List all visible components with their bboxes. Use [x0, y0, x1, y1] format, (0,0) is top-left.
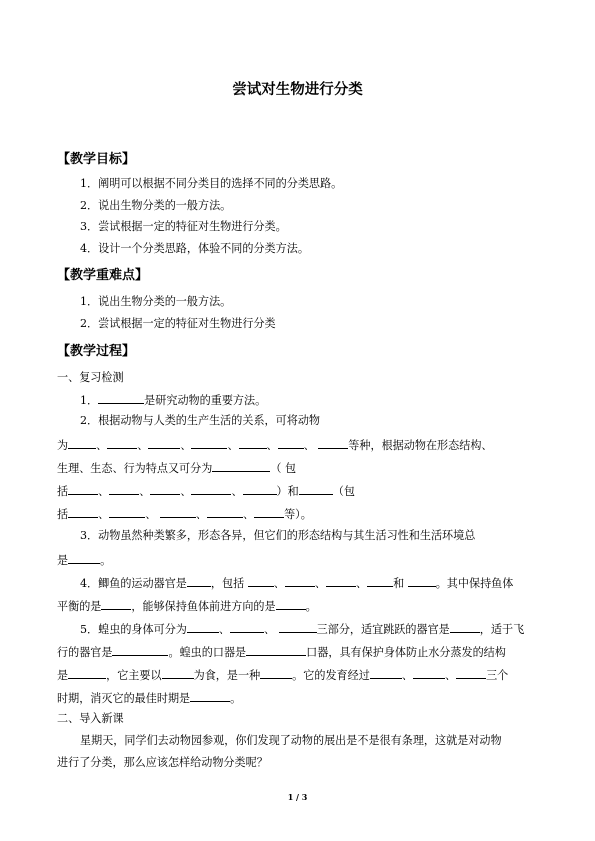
- key-point-item: 2．尝试根据一定的特征对生物进行分类: [80, 317, 276, 330]
- answer-blank: [150, 483, 180, 495]
- question-2-line-5: 括 、 、 、 、 等）。: [57, 508, 312, 521]
- answer-blank: [450, 621, 480, 633]
- answer-blank: [148, 437, 180, 449]
- answer-blank: [279, 621, 317, 633]
- answer-blank: [160, 506, 196, 518]
- answer-blank: [68, 552, 100, 564]
- question-5-line-1: 5．蝗虫的身体可分为 、 、 三部分，适宜跳跃的器官是 ，适于飞: [80, 623, 525, 636]
- question-5-line-3: 是 ，它主要以 为食，是一种 。它的发育经过 、 、 三个: [57, 669, 509, 682]
- answer-blank: [276, 598, 306, 610]
- answer-blank: [191, 483, 231, 495]
- page-number: 1 / 3: [287, 792, 308, 802]
- answer-blank: [68, 506, 98, 518]
- question-5-line-4: 时期，消灭它的最佳时期是 。: [57, 692, 242, 705]
- answer-blank: [162, 667, 194, 679]
- document-title: 尝试对生物进行分类: [232, 82, 363, 98]
- intro-paragraph-line-1: 星期天，同学们去动物园参观，你们发现了动物的展出是不是很有条理，这就是对动物: [80, 734, 502, 747]
- answer-blank: [191, 437, 227, 449]
- part1-title: 一、复习检测: [57, 371, 124, 384]
- answer-blank: [318, 437, 348, 449]
- question-2-line-3: 生理、生态、行为特点又可分为 （ 包: [57, 462, 297, 475]
- answer-blank: [367, 575, 393, 587]
- question-2-line-4: 括 、 、 、 、 ）和 （包: [57, 485, 355, 498]
- answer-blank: [230, 621, 264, 633]
- answer-blank: [299, 483, 333, 495]
- answer-blank: [68, 437, 96, 449]
- question-3-line-2: 是 。: [57, 554, 112, 567]
- answer-blank: [101, 598, 131, 610]
- goals-heading: 【教学目标】: [57, 152, 136, 167]
- answer-blank: [370, 667, 402, 679]
- question-2-line-1: 2．根据动物与人类的生产生活的关系，可将动物: [80, 414, 321, 427]
- answer-blank: [246, 644, 306, 656]
- answer-blank: [239, 437, 267, 449]
- answer-blank: [408, 575, 436, 587]
- answer-blank: [254, 506, 284, 518]
- intro-paragraph-line-2: 进行了分类，那么应该怎样给动物分类呢？: [57, 756, 268, 769]
- question-5-line-2: 行的器官是 。蝗虫的口器是 口器，具有保护身体防止水分蒸发的结构: [57, 646, 506, 659]
- answer-blank: [109, 506, 145, 518]
- question-1: 1． 是研究动物的重要方法。: [80, 394, 267, 407]
- answer-blank: [285, 575, 315, 587]
- blank: [98, 392, 144, 404]
- answer-blank: [68, 483, 98, 495]
- goal-item: 1．阐明可以根据不同分类目的选择不同的分类思路。: [80, 177, 343, 190]
- answer-blank: [326, 575, 356, 587]
- goal-item: 4．设计一个分类思路，体验不同的分类方法。: [80, 242, 309, 255]
- answer-blank: [187, 575, 211, 587]
- answer-blank: [212, 460, 270, 472]
- answer-blank: [248, 575, 274, 587]
- part2-title: 二、导入新课: [57, 712, 124, 725]
- key-point-item: 1．说出生物分类的一般方法。: [80, 295, 232, 308]
- answer-blank: [107, 437, 137, 449]
- answer-blank: [190, 690, 230, 702]
- goal-item: 3．尝试根据一定的特征对生物进行分类。: [80, 220, 287, 233]
- answer-blank: [278, 437, 304, 449]
- goal-item: 2．说出生物分类的一般方法。: [80, 199, 232, 212]
- answer-blank: [260, 667, 292, 679]
- answer-blank: [413, 667, 445, 679]
- key-points-heading: 【教学重难点】: [57, 268, 149, 283]
- answer-blank: [187, 621, 219, 633]
- answer-blank: [68, 667, 106, 679]
- process-heading: 【教学过程】: [57, 344, 136, 359]
- question-4-line-1: 4．鲫鱼的运动器官是 ，包括 、 、 、 和 。其中保持鱼体: [80, 577, 514, 590]
- answer-blank: [243, 483, 277, 495]
- answer-blank: [456, 667, 486, 679]
- question-3-line-1: 3．动物虽然种类繁多，形态各异，但它们的形态结构与其生活习性和生活环境总: [80, 529, 476, 542]
- question-4-line-2: 平衡的是 ，能够保持鱼体前进方向的是 。: [57, 600, 317, 613]
- answer-blank: [112, 644, 168, 656]
- answer-blank: [109, 483, 139, 495]
- question-2-line-2: 为 、 、 、 、 、 、 等种，根据动物在形态结构、: [57, 439, 493, 452]
- answer-blank: [207, 506, 243, 518]
